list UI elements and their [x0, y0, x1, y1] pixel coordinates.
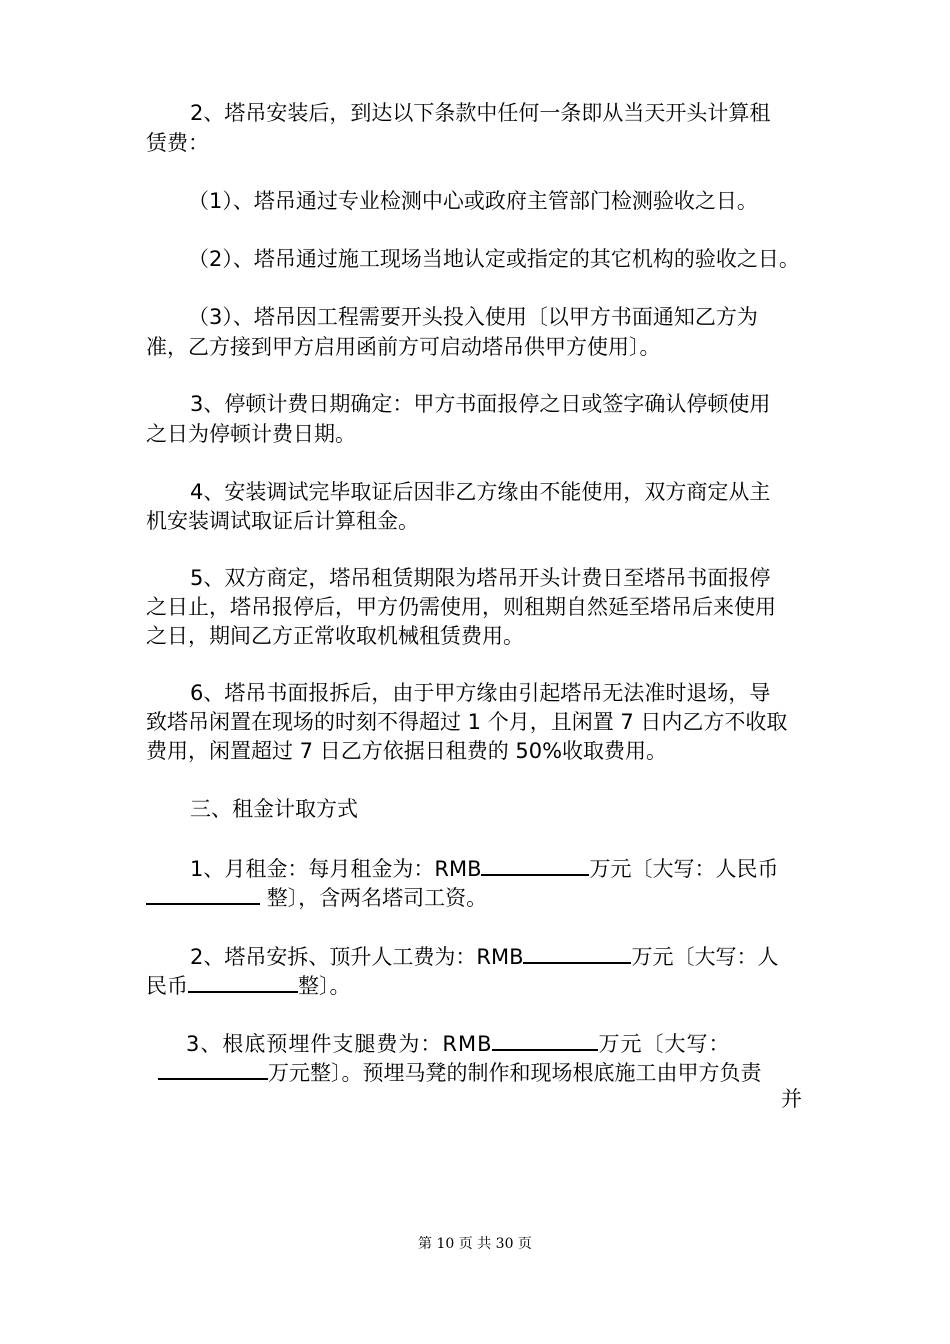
rent-1-capital-blank[interactable] [146, 881, 260, 905]
para-4-line-2: 机安装调试取证后计算租金。 [146, 509, 419, 533]
rent-3-amount-blank[interactable] [492, 1027, 598, 1051]
rent-3-label: 3、根底预埋件支腿费为：RMB [186, 1032, 493, 1056]
rent-1-unit: 万元〔大写：人民币 [589, 857, 779, 881]
para-5-line-3: 之日，期间乙方正常收取机械租赁费用。 [146, 624, 524, 648]
rent-2-unit: 万元〔大写：人 [631, 945, 779, 969]
rent-1-line-1 [190, 852, 950, 884]
rent-1-line-2 [146, 881, 950, 913]
para-3-line-1: 3、停顿计费日期确定：甲方书面报停之日或签字确认停顿使用 [190, 392, 771, 416]
rent-2-line-1 [190, 940, 950, 972]
rent-3-suffix: 万元整〕。预埋马凳的制作和现场根底施工由甲方负责 [268, 1061, 762, 1085]
para-6-line-3: 费用，闲置超过 7 日乙方依据日租费的 50%收取费用。 [146, 739, 668, 763]
para-3-line-2: 之日为停顿计费日期。 [146, 422, 356, 446]
rent-2-currency: 民币 [146, 974, 188, 998]
para-2-3-line-1: （3）、塔吊因工程需要开头投入使用〔以甲方书面通知乙方为 [188, 305, 758, 329]
rent-2-capital-blank[interactable] [188, 969, 298, 993]
section-3-heading: 三、租金计取方式 [190, 797, 358, 821]
para-2-2: （2）、塔吊通过施工现场当地认定或指定的其它机构的验收之日。 [188, 247, 800, 271]
rent-1-label: 1、月租金：每月租金为：RMB [190, 857, 482, 881]
rent-2-amount-blank[interactable] [523, 940, 631, 964]
page-number-footer: 第 10 页 共 30 页 [418, 1236, 532, 1252]
para-2-line-2: 赁费： [146, 131, 209, 155]
para-6-line-1: 6、塔吊书面报拆后，由于甲方缘由引起塔吊无法准时退场，导 [190, 681, 771, 705]
para-2-1: （1）、塔吊通过专业检测中心或政府主管部门检测验收之日。 [188, 189, 758, 213]
rent-3-unit: 万元〔大写： [598, 1032, 731, 1056]
rent-3-line-1 [186, 1027, 950, 1059]
rent-1-amount-blank[interactable] [481, 852, 589, 876]
rent-3-capital-blank[interactable] [158, 1056, 268, 1080]
para-5-line-1: 5、双方商定，塔吊租赁期限为塔吊开头计费日至塔吊书面报停 [190, 566, 771, 590]
rent-1-suffix: 整〕，含两名塔司工资。 [266, 886, 488, 910]
rent-2-label: 2、塔吊安拆、顶升人工费为：RMB [190, 945, 524, 969]
para-2-line-1: 2、塔吊安装后，到达以下条款中任何一条即从当天开头计算租 [190, 101, 771, 125]
para-5-line-2: 之日止，塔吊报停后，甲方仍需使用，则租期自然延至塔吊后来使用 [146, 595, 776, 619]
para-6-line-2: 致塔吊闲置在现场的时刻不得超过 1 个月，且闲置 7 日内乙方不收取 [146, 710, 788, 734]
para-2-3-line-2: 准，乙方接到甲方启用函前方可启动塔吊供甲方使用〕。 [146, 335, 661, 359]
rent-2-suffix: 整〕。 [298, 974, 351, 998]
rent-2-line-2 [146, 969, 950, 1001]
rent-3-line-3: 并 [781, 1087, 802, 1111]
para-4-line-1: 4、安装调试完毕取证后因非乙方缘由不能使用，双方商定从主 [190, 480, 771, 504]
